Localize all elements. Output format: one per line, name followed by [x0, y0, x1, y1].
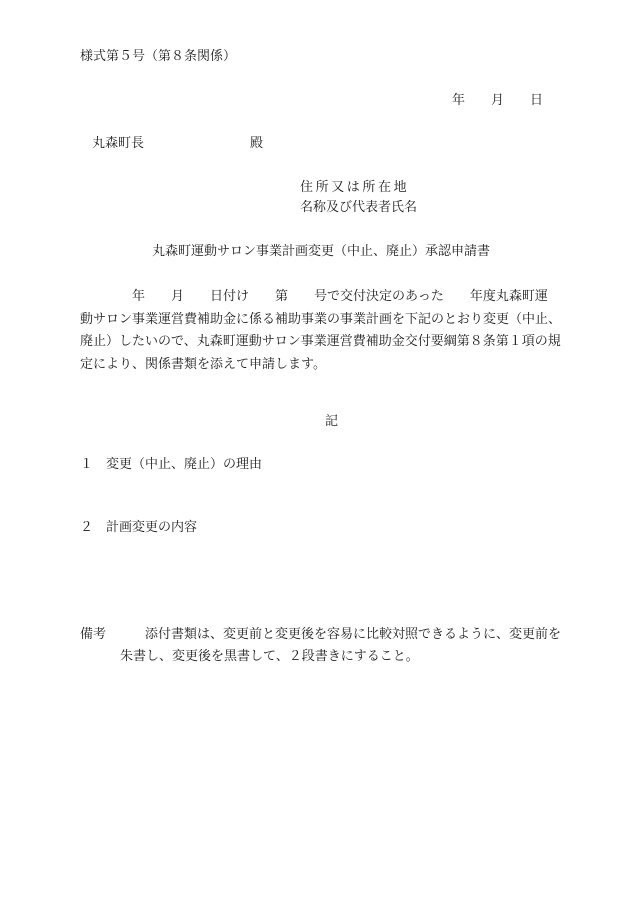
addressee-honorific: 殿 — [250, 136, 264, 151]
application-body-paragraph — [80, 286, 588, 376]
date-line: 年 月 日 — [452, 93, 544, 108]
body-line: 年 月 日付け 第 号で交付決定のあった 年度丸森町運 — [80, 289, 548, 304]
ki-heading: 記 — [325, 414, 339, 429]
remarks-text-line-2: 朱書し、変更後を黒書して、２段書きにすること。 — [120, 649, 419, 664]
body-line: 定により、関係書類を添えて申請します。 — [80, 356, 326, 372]
item-change-content: ２ 計画変更の内容 — [80, 520, 198, 535]
remarks-label: 備考 — [80, 627, 107, 642]
form-number: 様式第５号（第８条関係） — [80, 49, 237, 64]
applicant-address-label: 住所又は所在地 — [300, 180, 410, 195]
remarks-text-line-1: 添付書類は、変更前と変更後を容易に比較対照できるように、変更前を — [145, 627, 562, 642]
body-line: 動サロン事業運営費補助金に係る補助事業の事業計画を下記のとおり変更（中止、 — [80, 311, 562, 327]
addressee-title: 丸森町長 — [92, 136, 145, 151]
applicant-name-label: 名称及び代表者氏名 — [300, 200, 418, 215]
body-line: 廃止）したいので、丸森町運動サロン事業運営費補助金交付要綱第８条第１項の規 — [80, 334, 561, 349]
document-title: 丸森町運動サロン事業計画変更（中止、廃止）承認申請書 — [152, 244, 491, 259]
item-change-reason: １ 変更（中止、廃止）の理由 — [80, 457, 263, 472]
